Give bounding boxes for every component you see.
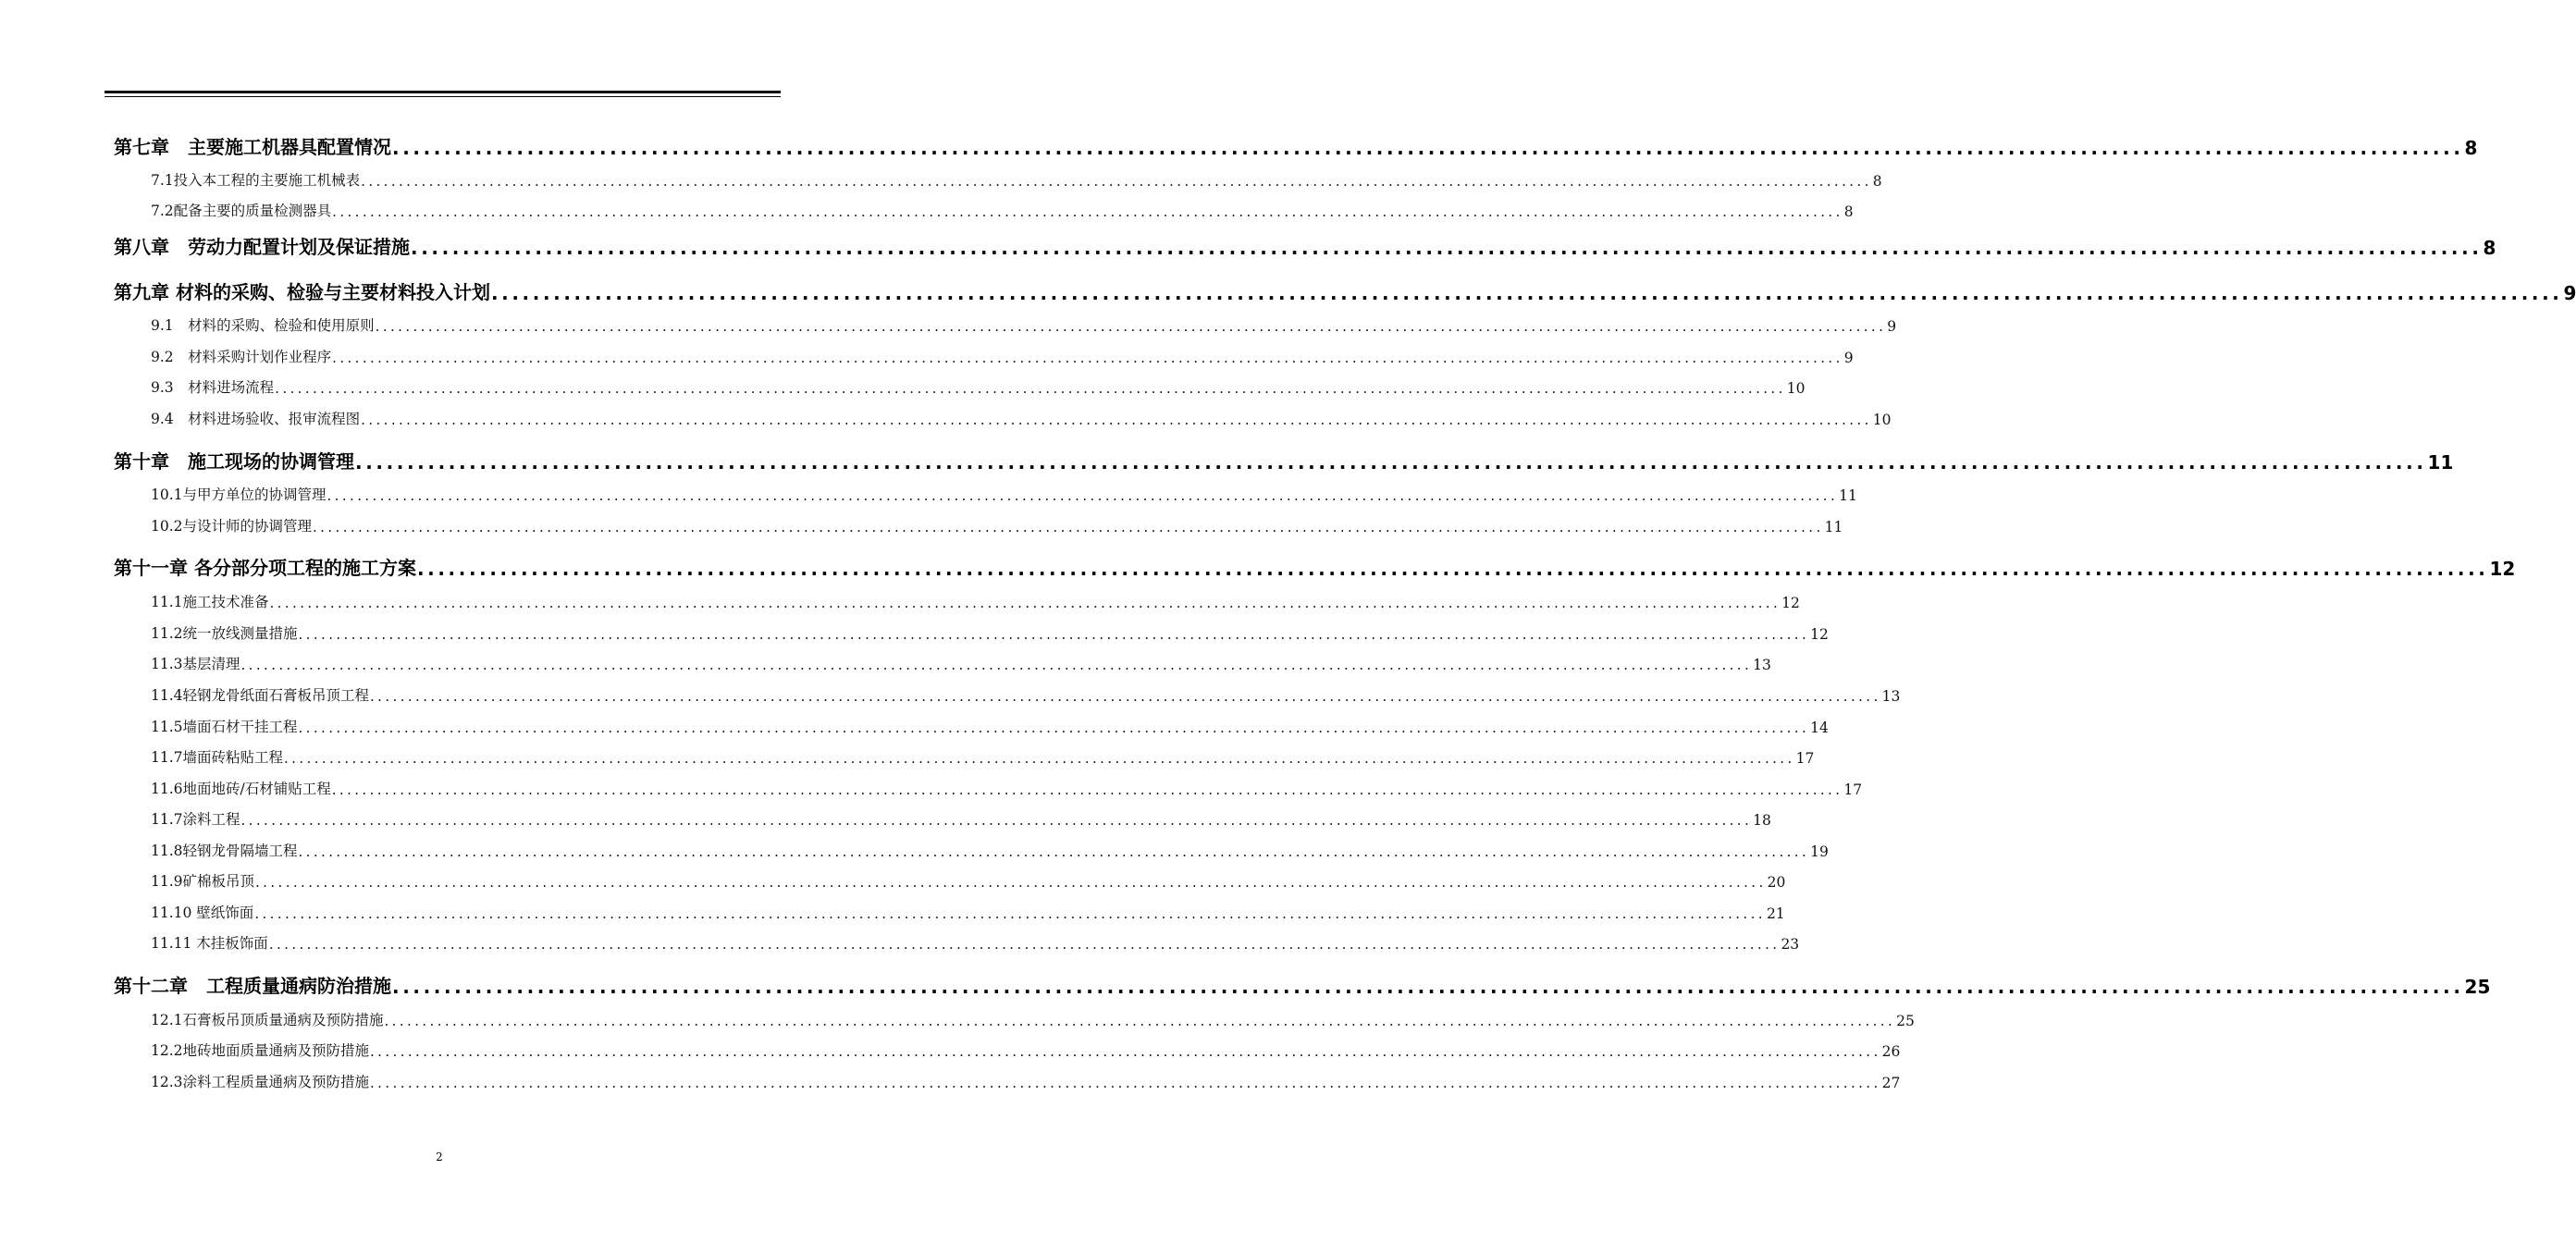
toc-entry-page: 23 bbox=[1781, 936, 1800, 953]
toc-section-entry[interactable] bbox=[114, 902, 1785, 922]
toc-entry-title: 第八章 劳动力配置计划及保证措施 bbox=[114, 236, 410, 258]
toc-entry-page: 8 bbox=[2483, 237, 2496, 259]
toc-chapter-entry[interactable] bbox=[114, 449, 2454, 474]
toc-entry-page: 9 bbox=[2563, 282, 2576, 304]
toc-entry-page: 26 bbox=[1881, 1043, 1901, 1060]
toc-entry-page: 12 bbox=[1781, 595, 1800, 611]
header-rule-thick bbox=[105, 91, 781, 93]
toc-section-entry[interactable] bbox=[114, 653, 1771, 673]
toc-section-entry[interactable] bbox=[114, 314, 1897, 335]
toc-entry-title: 11.2统一放线测量措施 bbox=[151, 625, 298, 642]
toc-entry-title: 第七章 主要施工机器具配置情况 bbox=[114, 136, 391, 158]
toc-entry-page: 14 bbox=[1810, 720, 1829, 736]
toc-entry-title: 11.4轻钢龙骨纸面石膏板吊顶工程 bbox=[151, 687, 370, 704]
toc-entry-title: 10.2与设计师的协调管理 bbox=[151, 518, 313, 535]
toc-dot-leader: ........................................................................................................................................................................................................ bbox=[392, 976, 2464, 998]
toc-entry-title: 第九章 材料的采购、检验与主要材料投入计划 bbox=[114, 281, 490, 303]
toc-entry-page: 18 bbox=[1753, 812, 1771, 829]
toc-entry-title: 12.2地砖地面质量通病及预防措施 bbox=[151, 1042, 370, 1059]
toc-entry-page: 13 bbox=[1753, 657, 1771, 673]
toc-entry-title: 第十章 施工现场的协调管理 bbox=[114, 450, 354, 473]
toc-dot-leader: ........................................................................................................................................................................................................ bbox=[392, 137, 2464, 159]
toc-section-entry[interactable] bbox=[114, 376, 1806, 397]
page-number: 2 bbox=[436, 1151, 443, 1163]
toc-section-entry[interactable] bbox=[114, 716, 1829, 736]
toc-section-entry[interactable] bbox=[114, 622, 1829, 643]
toc-dot-leader: ........................................................................................................................................................................................................ bbox=[370, 1075, 1881, 1091]
toc-chapter-entry[interactable] bbox=[114, 280, 2576, 304]
toc-entry-title: 12.1石膏板吊顶质量通病及预防措施 bbox=[151, 1012, 384, 1028]
toc-entry-page: 8 bbox=[1872, 173, 1882, 190]
toc-dot-leader: ........................................................................................................................................................................................................ bbox=[284, 750, 1795, 767]
toc-entry-page: 11 bbox=[2427, 451, 2454, 474]
toc-section-entry[interactable] bbox=[114, 840, 1829, 860]
toc-entry-page: 8 bbox=[1843, 203, 1854, 220]
toc-entry-page: 20 bbox=[1767, 874, 1786, 891]
toc-dot-leader: ........................................................................................................................................................................................................ bbox=[411, 237, 2483, 259]
toc-section-entry[interactable] bbox=[114, 591, 1800, 611]
toc-entry-page: 8 bbox=[2464, 137, 2478, 159]
toc-section-entry[interactable] bbox=[114, 346, 1854, 366]
toc-entry-page: 17 bbox=[1843, 781, 1863, 798]
toc-dot-leader: ........................................................................................................................................................................................................ bbox=[370, 1043, 1881, 1060]
toc-dot-leader: ........................................................................................................................................................................................................ bbox=[361, 173, 1872, 190]
toc-dot-leader: ........................................................................................................................................................................................................ bbox=[375, 318, 1887, 335]
toc-entry-page: 25 bbox=[1896, 1013, 1915, 1029]
toc-section-entry[interactable] bbox=[114, 808, 1771, 829]
toc-section-entry[interactable] bbox=[114, 200, 1854, 220]
toc-dot-leader: ........................................................................................................................................................................................................ bbox=[255, 874, 1767, 891]
toc-dot-leader: ........................................................................................................................................................................................................ bbox=[332, 203, 1843, 220]
toc-dot-leader: ........................................................................................................................................................................................................ bbox=[331, 781, 1843, 798]
toc-section-entry[interactable] bbox=[114, 684, 1901, 705]
toc-entry-title: 11.11 木挂板饰面 bbox=[151, 935, 268, 952]
toc-section-entry[interactable] bbox=[114, 746, 1815, 767]
toc-dot-leader: ........................................................................................................................................................................................................ bbox=[370, 688, 1881, 705]
toc-dot-leader: ........................................................................................................................................................................................................ bbox=[332, 350, 1843, 366]
toc-section-entry[interactable] bbox=[114, 169, 1882, 190]
toc-chapter-entry[interactable] bbox=[114, 974, 2491, 998]
toc-entry-title: 10.1与甲方单位的协调管理 bbox=[151, 486, 327, 503]
toc-dot-leader: ........................................................................................................................................................................................................ bbox=[313, 519, 1824, 535]
toc-section-entry[interactable] bbox=[114, 1040, 1901, 1060]
toc-dot-leader: ........................................................................................................................................................................................................ bbox=[298, 720, 1810, 736]
toc-entry-title: 11.7墙面砖粘贴工程 bbox=[151, 749, 284, 766]
toc-dot-leader: ........................................................................................................................................................................................................ bbox=[275, 380, 1786, 397]
toc-entry-title: 11.7涂料工程 bbox=[151, 811, 240, 828]
toc-entry-title: 11.1施工技术准备 bbox=[151, 594, 269, 610]
toc-chapter-entry[interactable] bbox=[114, 556, 2516, 580]
toc-dot-leader: ........................................................................................................................................................................................................ bbox=[327, 487, 1839, 504]
toc-entry-title: 11.6地面地砖/石材铺贴工程 bbox=[151, 781, 331, 797]
toc-entry-page: 19 bbox=[1810, 843, 1829, 860]
toc-entry-title: 11.5墙面石材干挂工程 bbox=[151, 719, 298, 735]
toc-dot-leader: ........................................................................................................................................................................................................ bbox=[298, 843, 1810, 860]
toc-entry-page: 10 bbox=[1872, 412, 1892, 428]
toc-entry-page: 10 bbox=[1786, 380, 1806, 397]
toc-entry-title: 第十二章 工程质量通病防治措施 bbox=[114, 975, 391, 997]
toc-entry-title: 9.2 材料采购计划作业程序 bbox=[151, 349, 332, 365]
toc-section-entry[interactable] bbox=[114, 515, 1843, 535]
toc-entry-title: 12.3涂料工程质量通病及预防措施 bbox=[151, 1074, 370, 1090]
toc-dot-leader: ........................................................................................................................................................................................................ bbox=[384, 1013, 1896, 1029]
toc-entry-page: 25 bbox=[2464, 976, 2491, 998]
toc-entry-title: 11.10 壁纸饰面 bbox=[151, 905, 254, 921]
toc-entry-title: 第十一章 各分部分项工程的施工方案 bbox=[114, 557, 416, 579]
toc-entry-title: 7.2配备主要的质量检测器具 bbox=[151, 203, 332, 219]
toc-entry-title: 9.1 材料的采购、检验和使用原则 bbox=[151, 317, 375, 334]
toc-entry-page: 13 bbox=[1881, 688, 1901, 705]
toc-entry-title: 9.3 材料进场流程 bbox=[151, 379, 275, 396]
toc-dot-leader: ........................................................................................................................................................................................................ bbox=[240, 657, 1753, 673]
toc-dot-leader: ........................................................................................................................................................................................................ bbox=[416, 558, 2489, 580]
toc-entry-page: 11 bbox=[1824, 519, 1843, 535]
toc-entry-page: 12 bbox=[2489, 558, 2516, 580]
toc-entry-page: 12 bbox=[1810, 626, 1829, 643]
toc-dot-leader: ........................................................................................................................................................................................................ bbox=[254, 905, 1766, 922]
toc-entry-title: 11.8轻钢龙骨隔墙工程 bbox=[151, 843, 298, 859]
toc-dot-leader: ........................................................................................................................................................................................................ bbox=[268, 936, 1781, 953]
toc-dot-leader: ........................................................................................................................................................................................................ bbox=[355, 451, 2427, 474]
toc-dot-leader: ........................................................................................................................................................................................................ bbox=[240, 812, 1753, 829]
toc-entry-page: 21 bbox=[1766, 905, 1785, 922]
toc-chapter-entry[interactable] bbox=[114, 135, 2478, 159]
toc-section-entry[interactable] bbox=[114, 870, 1786, 891]
toc-section-entry[interactable] bbox=[114, 1009, 1915, 1029]
toc-dot-leader: ........................................................................................................................................................................................................ bbox=[298, 626, 1810, 643]
toc-section-entry[interactable] bbox=[114, 932, 1800, 953]
toc-entry-title: 7.1投入本工程的主要施工机械表 bbox=[151, 172, 361, 189]
toc-entry-page: 11 bbox=[1839, 487, 1857, 504]
toc-section-entry[interactable] bbox=[114, 778, 1863, 798]
toc-entry-page: 17 bbox=[1795, 750, 1815, 767]
toc-entry-title: 11.3基层清理 bbox=[151, 656, 240, 672]
toc-entry-title: 9.4 材料进场验收、报审流程图 bbox=[151, 411, 361, 427]
toc-entry-page: 9 bbox=[1887, 318, 1897, 335]
toc-entry-page: 9 bbox=[1843, 350, 1854, 366]
toc-entry-title: 11.9矿棉板吊顶 bbox=[151, 873, 255, 890]
toc-section-entry[interactable] bbox=[114, 408, 1892, 428]
toc-section-entry[interactable] bbox=[114, 1071, 1901, 1091]
header-rule-thin bbox=[105, 96, 781, 97]
toc-dot-leader: ........................................................................................................................................................................................................ bbox=[490, 282, 2563, 304]
toc-section-entry[interactable] bbox=[114, 484, 1857, 504]
toc-chapter-entry[interactable] bbox=[114, 235, 2496, 259]
toc-entry-page: 27 bbox=[1881, 1075, 1901, 1091]
toc-dot-leader: ........................................................................................................................................................................................................ bbox=[269, 595, 1781, 611]
toc-dot-leader: ........................................................................................................................................................................................................ bbox=[361, 412, 1872, 428]
